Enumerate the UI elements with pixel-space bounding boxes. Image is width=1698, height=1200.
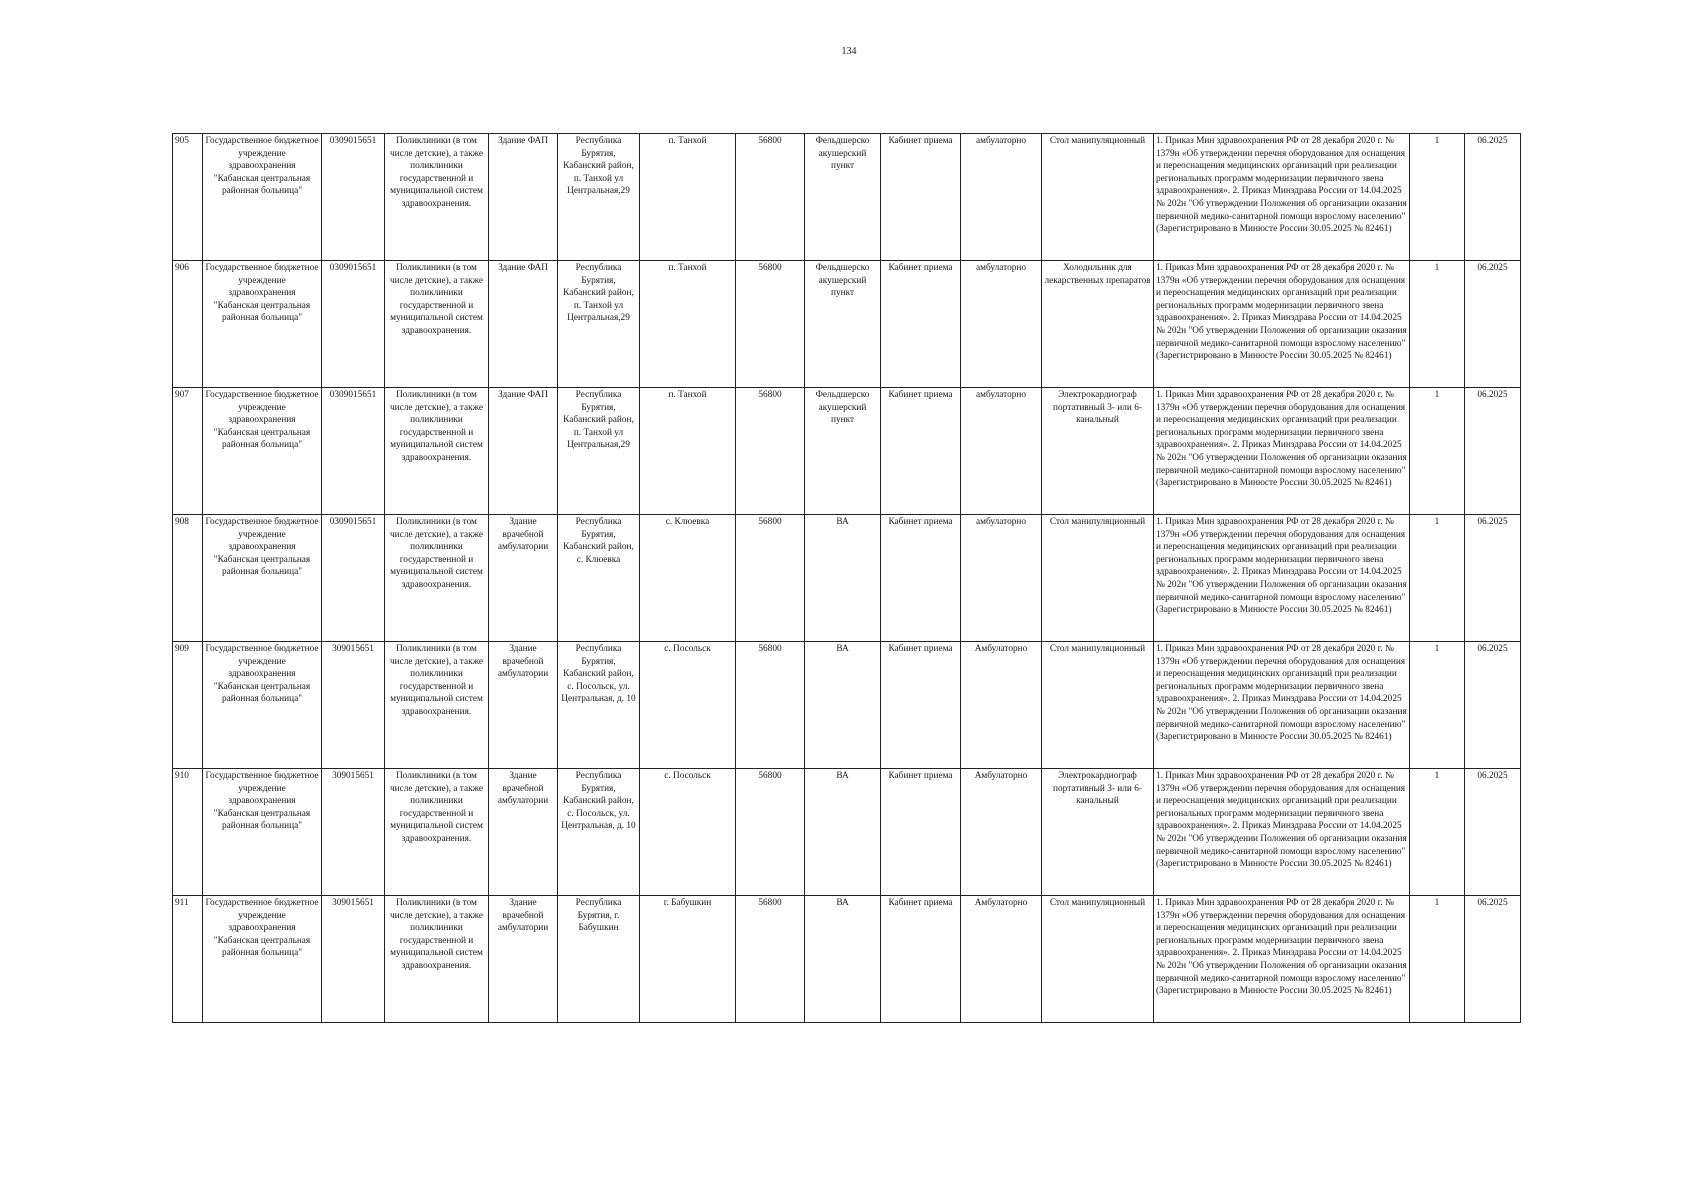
quantity: 1 bbox=[1410, 642, 1465, 769]
unit-type: ВА bbox=[805, 896, 881, 1023]
regulatory-documents: 1. Приказ Мин здравоохранения РФ от 28 декабря 2020 г. № 1379н «Об утверждении перечня оборудования для оснащения и переоснащения медицинских организаций при реализации региональных программ модернизации первичного звена здравоохранения». 2. Приказ Минздрава России от 14.04.2025 № 202н "Об утверждении Положения об организации оказания первичной медико-санитарной помощи взрослому населению" (Зарегистрировано в Минюсте России 30.05.2025 № 82461) bbox=[1154, 134, 1410, 261]
date: 06.2025 bbox=[1465, 642, 1521, 769]
building: Здание врачебной амбулатории bbox=[489, 515, 558, 642]
table-row bbox=[173, 896, 1521, 1023]
row-number: 905 bbox=[173, 134, 203, 261]
locality: г. Бабушкин bbox=[640, 896, 736, 1023]
organization-name: Государственное бюджетное учреждение здравоохранения "Кабанская центральная районная больница" bbox=[203, 642, 322, 769]
regulatory-documents: 1. Приказ Мин здравоохранения РФ от 28 декабря 2020 г. № 1379н «Об утверждении перечня оборудования для оснащения и переоснащения медицинских организаций при реализации региональных программ модернизации первичного звена здравоохранения». 2. Приказ Минздрава России от 14.04.2025 № 202н "Об утверждении Положения об организации оказания первичной медико-санитарной помощи взрослому населению" (Зарегистрировано в Минюсте России 30.05.2025 № 82461) bbox=[1154, 261, 1410, 388]
organization-name: Государственное бюджетное учреждение здравоохранения "Кабанская центральная районная больница" bbox=[203, 769, 322, 896]
organization-code: 0309015651 bbox=[322, 388, 385, 515]
facility-type: Поликлиники (в том числе детские), а также поликлиники государственной и муниципальной систем здравоохранения. bbox=[385, 134, 489, 261]
quantity: 1 bbox=[1410, 769, 1465, 896]
oktmo-code: 56800 bbox=[736, 515, 805, 642]
facility-type: Поликлиники (в том числе детские), а также поликлиники государственной и муниципальной систем здравоохранения. bbox=[385, 896, 489, 1023]
locality: с. Клюевка bbox=[640, 515, 736, 642]
facility-type: Поликлиники (в том числе детские), а также поликлиники государственной и муниципальной систем здравоохранения. bbox=[385, 261, 489, 388]
oktmo-code: 56800 bbox=[736, 134, 805, 261]
oktmo-code: 56800 bbox=[736, 642, 805, 769]
equipment-name: Стол манипуляционный bbox=[1042, 642, 1154, 769]
unit-type: Фельдшерско акушерский пункт bbox=[805, 388, 881, 515]
room: Кабинет приема bbox=[881, 388, 961, 515]
quantity: 1 bbox=[1410, 134, 1465, 261]
regulatory-documents: 1. Приказ Мин здравоохранения РФ от 28 декабря 2020 г. № 1379н «Об утверждении перечня оборудования для оснащения и переоснащения медицинских организаций при реализации региональных программ модернизации первичного звена здравоохранения». 2. Приказ Минздрава России от 14.04.2025 № 202н "Об утверждении Положения об организации оказания первичной медико-санитарной помощи взрослому населению" (Зарегистрировано в Минюсте России 30.05.2025 № 82461) bbox=[1154, 642, 1410, 769]
oktmo-code: 56800 bbox=[736, 388, 805, 515]
room: Кабинет приема bbox=[881, 515, 961, 642]
regulatory-documents: 1. Приказ Мин здравоохранения РФ от 28 декабря 2020 г. № 1379н «Об утверждении перечня оборудования для оснащения и переоснащения медицинских организаций при реализации региональных программ модернизации первичного звена здравоохранения». 2. Приказ Минздрава России от 14.04.2025 № 202н "Об утверждении Положения об организации оказания первичной медико-санитарной помощи взрослому населению" (Зарегистрировано в Минюсте России 30.05.2025 № 82461) bbox=[1154, 515, 1410, 642]
unit-type: Фельдшерско акушерский пункт bbox=[805, 134, 881, 261]
organization-name: Государственное бюджетное учреждение здравоохранения "Кабанская центральная районная больница" bbox=[203, 134, 322, 261]
table-row bbox=[173, 261, 1521, 388]
date: 06.2025 bbox=[1465, 134, 1521, 261]
room: Кабинет приема bbox=[881, 769, 961, 896]
table-body bbox=[173, 134, 1521, 1023]
equipment-name: Электрокардиограф портативный 3- или 6-канальный bbox=[1042, 769, 1154, 896]
row-number: 906 bbox=[173, 261, 203, 388]
care-form: амбулаторно bbox=[961, 134, 1042, 261]
building: Здание врачебной амбулатории bbox=[489, 642, 558, 769]
quantity: 1 bbox=[1410, 261, 1465, 388]
organization-name: Государственное бюджетное учреждение здравоохранения "Кабанская центральная районная больница" bbox=[203, 896, 322, 1023]
facility-type: Поликлиники (в том числе детские), а также поликлиники государственной и муниципальной систем здравоохранения. bbox=[385, 515, 489, 642]
quantity: 1 bbox=[1410, 515, 1465, 642]
room: Кабинет приема bbox=[881, 896, 961, 1023]
address: Республика Бурятия, Кабанский район, с. Посольск, ул. Центральная, д. 10 bbox=[558, 769, 640, 896]
row-number: 908 bbox=[173, 515, 203, 642]
locality: п. Танхой bbox=[640, 388, 736, 515]
building: Здание врачебной амбулатории bbox=[489, 896, 558, 1023]
unit-type: ВА bbox=[805, 515, 881, 642]
organization-name: Государственное бюджетное учреждение здравоохранения "Кабанская центральная районная больница" bbox=[203, 388, 322, 515]
locality: с. Посольск bbox=[640, 769, 736, 896]
regulatory-documents: 1. Приказ Мин здравоохранения РФ от 28 декабря 2020 г. № 1379н «Об утверждении перечня оборудования для оснащения и переоснащения медицинских организаций при реализации региональных программ модернизации первичного звена здравоохранения». 2. Приказ Минздрава России от 14.04.2025 № 202н "Об утверждении Положения об организации оказания первичной медико-санитарной помощи взрослому населению" (Зарегистрировано в Минюсте России 30.05.2025 № 82461) bbox=[1154, 769, 1410, 896]
oktmo-code: 56800 bbox=[736, 769, 805, 896]
care-form: амбулаторно bbox=[961, 388, 1042, 515]
organization-code: 309015651 bbox=[322, 896, 385, 1023]
equipment-name: Стол манипуляционный bbox=[1042, 515, 1154, 642]
care-form: Амбулаторно bbox=[961, 769, 1042, 896]
equipment-name: Стол манипуляционный bbox=[1042, 134, 1154, 261]
regulatory-documents: 1. Приказ Мин здравоохранения РФ от 28 декабря 2020 г. № 1379н «Об утверждении перечня оборудования для оснащения и переоснащения медицинских организаций при реализации региональных программ модернизации первичного звена здравоохранения». 2. Приказ Минздрава России от 14.04.2025 № 202н "Об утверждении Положения об организации оказания первичной медико-санитарной помощи взрослому населению" (Зарегистрировано в Минюсте России 30.05.2025 № 82461) bbox=[1154, 896, 1410, 1023]
table-row bbox=[173, 769, 1521, 896]
room: Кабинет приема bbox=[881, 261, 961, 388]
row-number: 911 bbox=[173, 896, 203, 1023]
table-row bbox=[173, 134, 1521, 261]
organization-code: 0309015651 bbox=[322, 515, 385, 642]
care-form: Амбулаторно bbox=[961, 642, 1042, 769]
building: Здание врачебной амбулатории bbox=[489, 769, 558, 896]
quantity: 1 bbox=[1410, 388, 1465, 515]
care-form: Амбулаторно bbox=[961, 896, 1042, 1023]
equipment-name: Холодильник для лекарственных препаратов bbox=[1042, 261, 1154, 388]
row-number: 909 bbox=[173, 642, 203, 769]
facility-type: Поликлиники (в том числе детские), а также поликлиники государственной и муниципальной систем здравоохранения. bbox=[385, 642, 489, 769]
date: 06.2025 bbox=[1465, 896, 1521, 1023]
room: Кабинет приема bbox=[881, 642, 961, 769]
equipment-name: Стол манипуляционный bbox=[1042, 896, 1154, 1023]
address: Республика Бурятия, Кабанский район, п. Танхой ул Центральная,29 bbox=[558, 388, 640, 515]
organization-code: 309015651 bbox=[322, 642, 385, 769]
locality: с. Посольск bbox=[640, 642, 736, 769]
table-row bbox=[173, 388, 1521, 515]
organization-code: 0309015651 bbox=[322, 134, 385, 261]
equipment-table bbox=[172, 133, 1521, 1023]
locality: п. Танхой bbox=[640, 261, 736, 388]
care-form: амбулаторно bbox=[961, 261, 1042, 388]
unit-type: Фельдшерско акушерский пункт bbox=[805, 261, 881, 388]
organization-code: 309015651 bbox=[322, 769, 385, 896]
building: Здание ФАП bbox=[489, 388, 558, 515]
date: 06.2025 bbox=[1465, 261, 1521, 388]
date: 06.2025 bbox=[1465, 515, 1521, 642]
address: Республика Бурятия, Кабанский район, п. Танхой ул Центральная,29 bbox=[558, 134, 640, 261]
address: Республика Бурятия, Кабанский район, п. Танхой ул Центральная,29 bbox=[558, 261, 640, 388]
oktmo-code: 56800 bbox=[736, 896, 805, 1023]
date: 06.2025 bbox=[1465, 769, 1521, 896]
unit-type: ВА bbox=[805, 769, 881, 896]
oktmo-code: 56800 bbox=[736, 261, 805, 388]
organization-name: Государственное бюджетное учреждение здравоохранения "Кабанская центральная районная больница" bbox=[203, 261, 322, 388]
locality: п. Танхой bbox=[640, 134, 736, 261]
organization-code: 0309015651 bbox=[322, 261, 385, 388]
regulatory-documents: 1. Приказ Мин здравоохранения РФ от 28 декабря 2020 г. № 1379н «Об утверждении перечня оборудования для оснащения и переоснащения медицинских организаций при реализации региональных программ модернизации первичного звена здравоохранения». 2. Приказ Минздрава России от 14.04.2025 № 202н "Об утверждении Положения об организации оказания первичной медико-санитарной помощи взрослому населению" (Зарегистрировано в Минюсте России 30.05.2025 № 82461) bbox=[1154, 388, 1410, 515]
page-number: 134 bbox=[841, 46, 857, 57]
quantity: 1 bbox=[1410, 896, 1465, 1023]
equipment-name: Электрокардиограф портативный 3- или 6-канальный bbox=[1042, 388, 1154, 515]
date: 06.2025 bbox=[1465, 388, 1521, 515]
address: Республика Бурятия, г. Бабушкин bbox=[558, 896, 640, 1023]
row-number: 907 bbox=[173, 388, 203, 515]
care-form: амбулаторно bbox=[961, 515, 1042, 642]
facility-type: Поликлиники (в том числе детские), а также поликлиники государственной и муниципальной систем здравоохранения. bbox=[385, 769, 489, 896]
table-row bbox=[173, 642, 1521, 769]
building: Здание ФАП bbox=[489, 134, 558, 261]
room: Кабинет приема bbox=[881, 134, 961, 261]
address: Республика Бурятия, Кабанский район, с. Посольск, ул. Центральная, д. 10 bbox=[558, 642, 640, 769]
row-number: 910 bbox=[173, 769, 203, 896]
facility-type: Поликлиники (в том числе детские), а также поликлиники государственной и муниципальной систем здравоохранения. bbox=[385, 388, 489, 515]
organization-name: Государственное бюджетное учреждение здравоохранения "Кабанская центральная районная больница" bbox=[203, 515, 322, 642]
unit-type: ВА bbox=[805, 642, 881, 769]
building: Здание ФАП bbox=[489, 261, 558, 388]
table-row bbox=[173, 515, 1521, 642]
address: Республика Бурятия, Кабанский район, с. Клюевка bbox=[558, 515, 640, 642]
